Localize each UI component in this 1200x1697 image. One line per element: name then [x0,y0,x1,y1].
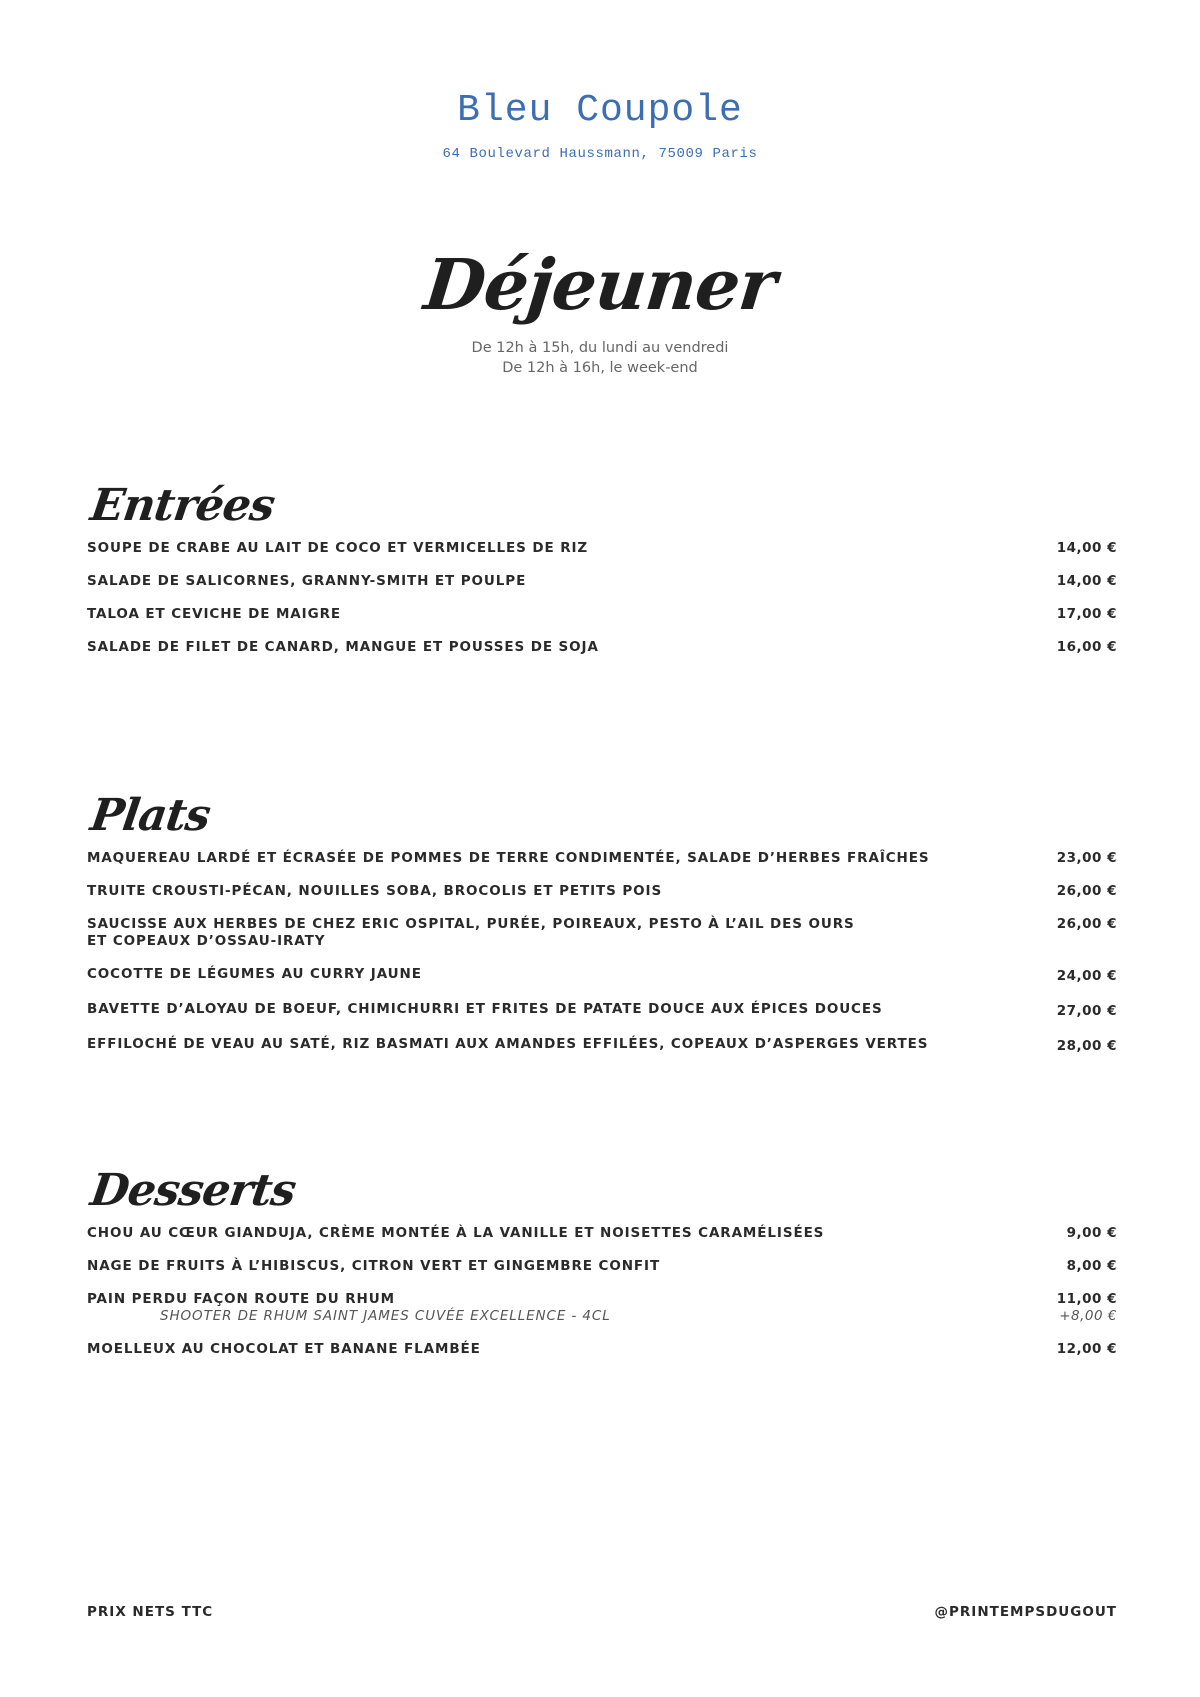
menu-item [87,883,1117,900]
item-price: 28,00 € [1056,1038,1117,1054]
page-footer [87,1604,1117,1620]
section-title-plats: Plats [87,790,213,841]
menu-item [87,916,1117,950]
item-name [87,916,855,950]
footer-social-handle: @PRINTEMPSDUGOUT [934,1604,1117,1620]
item-price: 14,00 € [1056,573,1117,589]
item-name-line1: PAIN PERDU FAÇON ROUTE DU RHUM [87,1291,395,1307]
item-name: COCOTTE DE LÉGUMES AU CURRY JAUNE [87,966,422,982]
item-price: 26,00 € [1056,883,1117,899]
item-price: 12,00 € [1056,1341,1117,1357]
footer-prices-note: PRIX NETS TTC [87,1604,214,1620]
item-price: 8,00 € [1066,1258,1117,1274]
meal-title: Déjeuner [420,243,780,326]
item-name: MOELLEUX AU CHOCOLAT ET BANANE FLAMBÉE [87,1341,481,1357]
item-name: SOUPE DE CRABE AU LAIT DE COCO ET VERMICELLES DE RIZ [87,540,589,556]
item-name: MAQUEREAU LARDÉ ET ÉCRASÉE DE POMMES DE TERRE CONDIMENTÉE, SALADE D’HERBES FRAÎCHES [87,850,930,866]
section-plats [87,788,1117,1071]
item-price: 27,00 € [1056,1003,1117,1019]
item-name: CHOU AU CŒUR GIANDUJA, CRÈME MONTÉE À LA VANILLE ET NOISETTES CARAMÉLISÉES [87,1225,825,1241]
restaurant-address: 64 Boulevard Haussmann, 75009 Paris [442,146,758,162]
item-subline: SHOOTER DE RHUM SAINT JAMES CUVÉE EXCELLENCE - 4CL [160,1308,611,1324]
meal-header [0,240,1200,378]
item-price-supplement: +8,00 € [1059,1308,1117,1324]
restaurant-header [0,88,1200,162]
item-name [87,1291,611,1325]
item-name: BAVETTE D’ALOYAU DE BOEUF, CHIMICHURRI ET FRITES DE PATATE DOUCE AUX ÉPICES DOUCES [87,1001,883,1017]
item-price [1057,1291,1117,1325]
restaurant-name: Bleu Coupole [457,89,743,132]
section-entrees [87,478,1117,672]
hours-weekend: De 12h à 16h, le week-end [502,360,698,376]
menu-item [87,1291,1117,1325]
item-name: SALADE DE SALICORNES, GRANNY-SMITH ET POULPE [87,573,527,589]
section-desserts [87,1163,1117,1374]
item-name: TRUITE CROUSTI-PÉCAN, NOUILLES SOBA, BROCOLIS ET PETITS POIS [87,883,663,899]
menu-item [87,1258,1117,1275]
item-name: NAGE DE FRUITS À L’HIBISCUS, CITRON VERT ET GINGEMBRE CONFIT [87,1258,661,1274]
item-price: 14,00 € [1056,540,1117,556]
menu-item [87,1036,1117,1055]
item-name-line1: SAUCISSE AUX HERBES DE CHEZ ERIC OSPITAL, PURÉE, POIREAUX, PESTO À L’AIL DES OURS [87,916,855,932]
item-price: 24,00 € [1056,968,1117,984]
item-price: 17,00 € [1056,606,1117,622]
menu-item [87,966,1117,985]
menu-item [87,573,1117,590]
item-name: TALOA ET CEVICHE DE MAIGRE [87,606,341,622]
item-price: 16,00 € [1056,639,1117,655]
item-name: EFFILOCHÉ DE VEAU AU SATÉ, RIZ BASMATI AUX AMANDES EFFILÉES, COPEAUX D’ASPERGES VERTES [87,1036,929,1052]
menu-item [87,639,1117,656]
item-price: 9,00 € [1066,1225,1117,1241]
item-name: SALADE DE FILET DE CANARD, MANGUE ET POUSSES DE SOJA [87,639,599,655]
menu-item [87,1225,1117,1242]
menu-item [87,606,1117,623]
section-title-desserts: Desserts [87,1165,299,1216]
hours-weekday: De 12h à 15h, du lundi au vendredi [471,340,729,356]
section-title-entrees: Entrées [87,480,278,531]
item-name-line2: ET COPEAUX D’OSSAU-IRATY [87,933,326,949]
menu-item [87,1341,1117,1358]
menu-item [87,850,1117,867]
item-price: 23,00 € [1056,850,1117,866]
item-price: 26,00 € [1056,916,1117,932]
item-price-main: 11,00 € [1056,1291,1117,1307]
menu-item [87,540,1117,557]
menu-item [87,1001,1117,1020]
